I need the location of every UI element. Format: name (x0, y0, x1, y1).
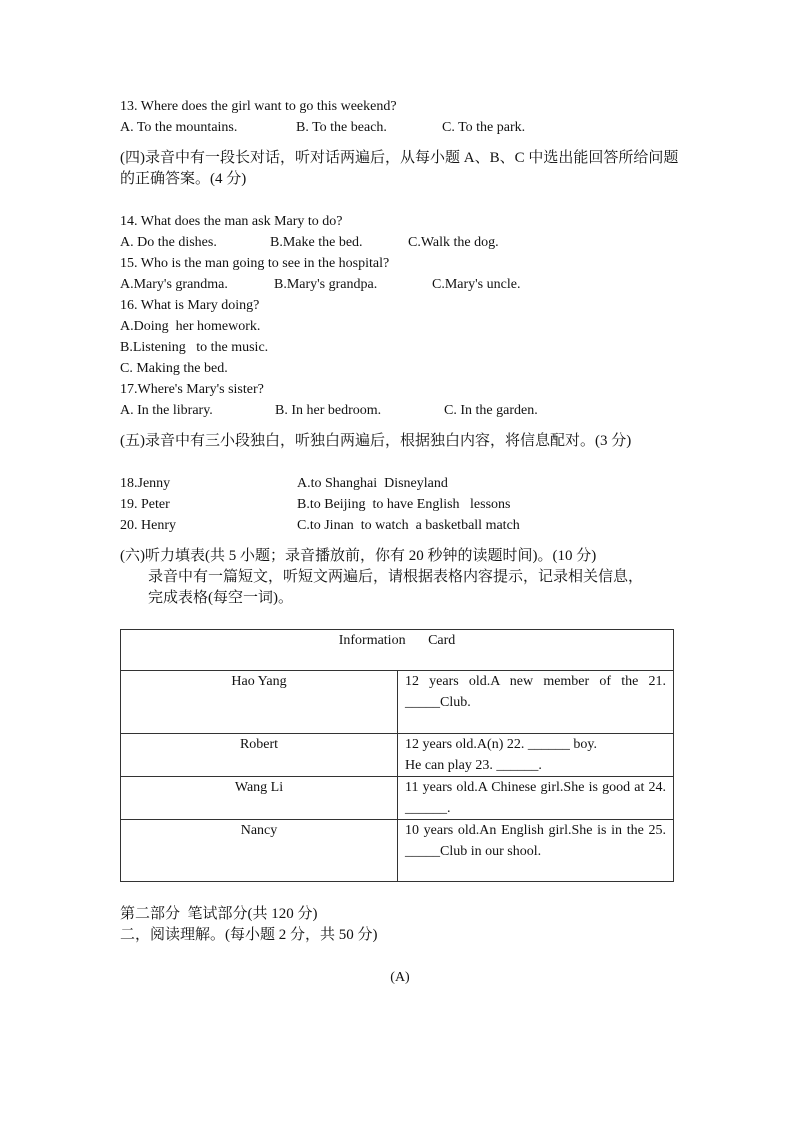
card-desc-line: He can play 23. ______. (405, 758, 542, 773)
option-b: B. In her bedroom. (275, 403, 382, 418)
match-row (120, 494, 680, 515)
card-desc: 10 years old.An English girl.She is in the 25. _____Club in our shool. (398, 820, 674, 882)
option-c: C.Mary's uncle. (432, 277, 521, 292)
option-a: A. To the mountains. (120, 120, 238, 135)
option-c: C. In the garden. (444, 403, 538, 418)
match-right: B.to Beijing to have English lessons (297, 497, 511, 512)
card-name: Nancy (121, 820, 398, 882)
question-15: 15. Who is the man going to see in the hospital? (120, 256, 390, 271)
option-a: A.Doing her homework. (120, 319, 261, 334)
option-a: A. In the library. (120, 403, 213, 418)
card-desc-line: 12 years old.A(n) 22. ______ boy. (405, 737, 597, 752)
option-c: C.Walk the dog. (408, 235, 499, 250)
question-17-options (120, 400, 680, 421)
passage-label: (A) (390, 970, 410, 985)
match-row (120, 515, 680, 536)
part-2-heading: 第二部分 笔试部分(共 120 分) (120, 906, 318, 922)
card-desc: 12 years old.A new member of the 21. _____Club. (398, 671, 674, 734)
card-desc: 11 years old.A Chinese girl.She is good at 24. ______. (398, 777, 674, 820)
card-desc (398, 734, 674, 777)
match-right: A.to Shanghai Disneyland (297, 476, 448, 491)
option-c: C. Making the bed. (120, 361, 228, 376)
match-left: 18.Jenny (120, 476, 171, 491)
option-b: B.Listening to the music. (120, 340, 269, 355)
question-14-options (120, 232, 680, 253)
section-5-heading: (五)录音中有三小段独白，听独白两遍后，根据独白内容，将信息配对。(3 分) (120, 433, 632, 449)
question-13: 13. Where does the girl want to go this weekend? (120, 99, 397, 114)
match-left: 20. Henry (120, 518, 176, 533)
option-b: B. To the beach. (296, 120, 387, 135)
section-6-instruction-cont: 完成表格(每空一词)。 (148, 590, 293, 606)
option-a: A. Do the dishes. (120, 235, 217, 250)
exam-page (120, 96, 680, 988)
card-name: Wang Li (121, 777, 398, 820)
question-15-options (120, 274, 680, 295)
option-a: A.Mary's grandma. (120, 277, 228, 292)
section-6-instruction: 录音中有一篇短文，听短文两遍后，请根据表格内容提示，记录相关信息， (148, 569, 644, 585)
section-4-heading: (四)录音中有一段长对话，听对话两遍后，从每小题 A、B、C 中选出能回答所给问题的正确答案。(4 分) (120, 150, 679, 187)
question-14: 14. What does the man ask Mary to do? (120, 214, 343, 229)
question-13-options (120, 117, 680, 138)
match-row (120, 473, 680, 494)
option-c: C. To the park. (442, 120, 526, 135)
card-name: Robert (121, 734, 398, 777)
card-title: Information Card (121, 630, 674, 671)
question-17: 17.Where's Mary's sister? (120, 382, 264, 397)
question-16: 16. What is Mary doing? (120, 298, 260, 313)
option-b: B.Make the bed. (270, 235, 363, 250)
card-name: Hao Yang (121, 671, 398, 734)
section-6-heading: (六)听力填表(共 5 小题；录音播放前，你有 20 秒钟的读题时间)。(10 分) (120, 548, 597, 564)
information-card-table (120, 629, 674, 882)
match-right: C.to Jinan to watch a basketball match (297, 518, 520, 533)
option-b: B.Mary's grandpa. (274, 277, 378, 292)
match-left: 19. Peter (120, 497, 170, 512)
reading-heading: 二，阅读理解。(每小题 2 分，共 50 分) (120, 927, 378, 943)
